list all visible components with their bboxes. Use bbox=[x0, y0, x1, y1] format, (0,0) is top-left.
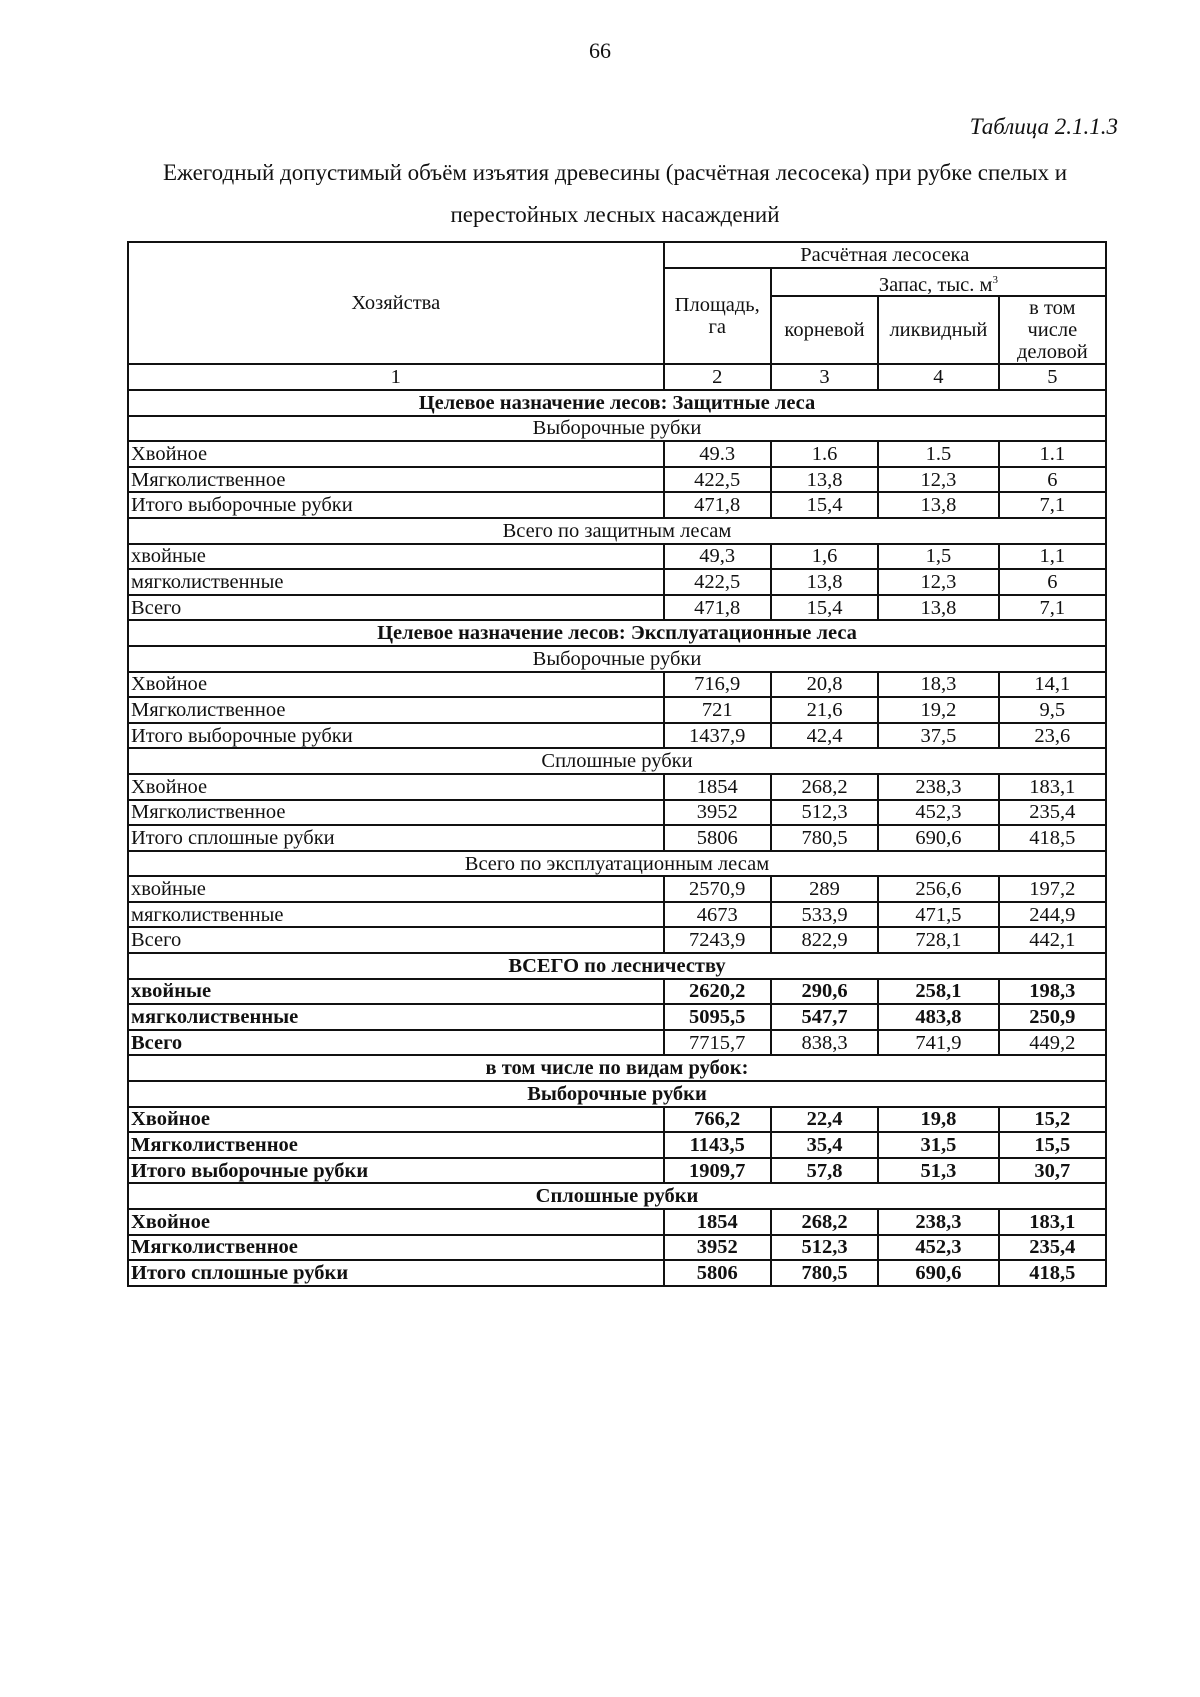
row-value: 256,6 bbox=[878, 876, 998, 902]
header-business bbox=[999, 296, 1106, 364]
subsection-exploitation-total-title: Всего по эксплуатационным лесам bbox=[128, 851, 1106, 877]
row-value: 822,9 bbox=[771, 927, 878, 953]
row-value: 289 bbox=[771, 876, 878, 902]
row-value: 1,6 bbox=[771, 544, 878, 570]
table-row bbox=[128, 1107, 1106, 1133]
table-row bbox=[128, 697, 1106, 723]
row-value: 422,5 bbox=[664, 569, 771, 595]
column-number: 5 bbox=[999, 364, 1106, 390]
row-value: 15,4 bbox=[771, 492, 878, 518]
row-value: 5806 bbox=[664, 1260, 771, 1286]
row-value: 15,2 bbox=[999, 1107, 1106, 1133]
row-label: Итого выборочные рубки bbox=[128, 723, 664, 749]
row-value: 13,8 bbox=[878, 492, 998, 518]
row-value: 7243,9 bbox=[664, 927, 771, 953]
column-number: 2 bbox=[664, 364, 771, 390]
row-value: 30,7 bbox=[999, 1158, 1106, 1184]
row-value: 13,8 bbox=[771, 467, 878, 493]
page-number: 66 bbox=[589, 38, 611, 63]
subsection-protective-total-title: Всего по защитным лесам bbox=[128, 518, 1106, 544]
row-value: 20,8 bbox=[771, 672, 878, 698]
row-value: 258,1 bbox=[878, 979, 998, 1005]
row-value: 1,1 bbox=[999, 544, 1106, 570]
header-business-line1: в том bbox=[1029, 297, 1076, 320]
row-value: 690,6 bbox=[878, 1260, 998, 1286]
section-by-cutting-type-title: в том числе по видам рубок: bbox=[128, 1055, 1106, 1081]
table-row bbox=[128, 1235, 1106, 1261]
header-farms: Хозяйства bbox=[128, 242, 664, 364]
row-value: 690,6 bbox=[878, 825, 998, 851]
row-value: 766,2 bbox=[664, 1107, 771, 1133]
row-value: 49,3 bbox=[664, 544, 771, 570]
row-value: 547,7 bbox=[771, 1004, 878, 1030]
subsection-protective-total bbox=[128, 518, 1106, 544]
row-label: Хвойное bbox=[128, 441, 664, 467]
table-row bbox=[128, 672, 1106, 698]
row-label: хвойные bbox=[128, 876, 664, 902]
row-value: 244,9 bbox=[999, 902, 1106, 928]
row-value: 1437,9 bbox=[664, 723, 771, 749]
row-label: Мягколиственное bbox=[128, 1235, 664, 1261]
row-value: 3952 bbox=[664, 800, 771, 826]
row-value: 741,9 bbox=[878, 1030, 998, 1056]
subsection-exploitation-selective-title: Выборочные рубки bbox=[128, 646, 1106, 672]
row-value: 780,5 bbox=[771, 825, 878, 851]
row-label: Мягколиственное bbox=[128, 1132, 664, 1158]
row-value: 21,6 bbox=[771, 697, 878, 723]
table-row bbox=[128, 1260, 1106, 1286]
row-value: 57,8 bbox=[771, 1158, 878, 1184]
subsection-total-clear-title: Сплошные рубки bbox=[128, 1183, 1106, 1209]
row-value: 13,8 bbox=[878, 595, 998, 621]
row-value: 452,3 bbox=[878, 1235, 998, 1261]
header-stock bbox=[771, 268, 1106, 297]
row-value: 268,2 bbox=[771, 1209, 878, 1235]
row-label: Мягколиственное bbox=[128, 697, 664, 723]
table-row bbox=[128, 1004, 1106, 1030]
column-number: 4 bbox=[878, 364, 998, 390]
row-value: 1.1 bbox=[999, 441, 1106, 467]
row-value: 512,3 bbox=[771, 1235, 878, 1261]
table-body bbox=[128, 390, 1106, 1286]
subsection-protective-selective-title: Выборочные рубки bbox=[128, 416, 1106, 442]
row-value: 13,8 bbox=[771, 569, 878, 595]
row-label: Хвойное bbox=[128, 774, 664, 800]
table-caption: Ежегодный допустимый объём изъятия древесины (расчётная лесосека) при рубке спелых и перестойных лесных насаждений bbox=[162, 160, 1068, 227]
header-stock-unit-sup: 3 bbox=[992, 273, 998, 286]
row-label: Итого выборочные рубки bbox=[128, 492, 664, 518]
row-label: Хвойное bbox=[128, 1209, 664, 1235]
table-row bbox=[128, 544, 1106, 570]
header-area bbox=[664, 268, 771, 365]
row-value: 422,5 bbox=[664, 467, 771, 493]
row-value: 418,5 bbox=[999, 1260, 1106, 1286]
header-business-line2: числе bbox=[1027, 319, 1078, 342]
row-value: 31,5 bbox=[878, 1132, 998, 1158]
section-forestry-total bbox=[128, 953, 1106, 979]
row-value: 6 bbox=[999, 569, 1106, 595]
section-exploitation bbox=[128, 620, 1106, 646]
row-label: мягколиственные bbox=[128, 902, 664, 928]
row-value: 19,8 bbox=[878, 1107, 998, 1133]
section-forestry-total-title: ВСЕГО по лесничеству bbox=[128, 953, 1106, 979]
row-label: Всего bbox=[128, 1030, 664, 1056]
row-value: 449,2 bbox=[999, 1030, 1106, 1056]
row-value: 483,8 bbox=[878, 1004, 998, 1030]
header-liquid: ликвидный bbox=[878, 296, 998, 364]
row-value: 250,9 bbox=[999, 1004, 1106, 1030]
row-label: хвойные bbox=[128, 544, 664, 570]
table-row bbox=[128, 492, 1106, 518]
row-value: 37,5 bbox=[878, 723, 998, 749]
cutting-area-table bbox=[127, 241, 1107, 1287]
table-row bbox=[128, 876, 1106, 902]
row-value: 471,8 bbox=[664, 595, 771, 621]
row-value: 42,4 bbox=[771, 723, 878, 749]
row-value: 290,6 bbox=[771, 979, 878, 1005]
section-protective bbox=[128, 390, 1106, 416]
row-value: 2570,9 bbox=[664, 876, 771, 902]
row-value: 716,9 bbox=[664, 672, 771, 698]
subsection-exploitation-selective bbox=[128, 646, 1106, 672]
row-value: 268,2 bbox=[771, 774, 878, 800]
row-value: 18,3 bbox=[878, 672, 998, 698]
row-label: Хвойное bbox=[128, 1107, 664, 1133]
table-row bbox=[128, 800, 1106, 826]
subsection-total-selective-title: Выборочные рубки bbox=[128, 1081, 1106, 1107]
row-label: Всего bbox=[128, 927, 664, 953]
column-number: 3 bbox=[771, 364, 878, 390]
column-number: 1 bbox=[128, 364, 664, 390]
table-row bbox=[128, 569, 1106, 595]
row-value: 1909,7 bbox=[664, 1158, 771, 1184]
row-label: хвойные bbox=[128, 979, 664, 1005]
row-value: 183,1 bbox=[999, 774, 1106, 800]
table-row bbox=[128, 902, 1106, 928]
row-value: 2620,2 bbox=[664, 979, 771, 1005]
row-value: 1854 bbox=[664, 774, 771, 800]
row-value: 780,5 bbox=[771, 1260, 878, 1286]
row-value: 5806 bbox=[664, 825, 771, 851]
row-value: 7715,7 bbox=[664, 1030, 771, 1056]
row-value: 235,4 bbox=[999, 800, 1106, 826]
row-value: 15,4 bbox=[771, 595, 878, 621]
subsection-exploitation-total bbox=[128, 851, 1106, 877]
table-row bbox=[128, 723, 1106, 749]
column-number-row bbox=[128, 364, 1106, 390]
table-label: Таблица 2.1.1.3 bbox=[969, 114, 1118, 139]
subsection-total-clear bbox=[128, 1183, 1106, 1209]
row-value: 22,4 bbox=[771, 1107, 878, 1133]
row-value: 1854 bbox=[664, 1209, 771, 1235]
row-value: 533,9 bbox=[771, 902, 878, 928]
row-label: Итого сплошные рубки bbox=[128, 1260, 664, 1286]
row-label: Мягколиственное bbox=[128, 800, 664, 826]
row-value: 238,3 bbox=[878, 1209, 998, 1235]
row-value: 183,1 bbox=[999, 1209, 1106, 1235]
header-cutting-area: Расчётная лесосека bbox=[664, 242, 1106, 268]
row-value: 238,3 bbox=[878, 774, 998, 800]
row-value: 9,5 bbox=[999, 697, 1106, 723]
table-row bbox=[128, 774, 1106, 800]
row-label: Итого выборочные рубки bbox=[128, 1158, 664, 1184]
table-row bbox=[128, 1132, 1106, 1158]
table-row bbox=[128, 1209, 1106, 1235]
row-value: 197,2 bbox=[999, 876, 1106, 902]
section-protective-title: Целевое назначение лесов: Защитные леса bbox=[128, 390, 1106, 416]
row-label: Всего bbox=[128, 595, 664, 621]
table-header bbox=[128, 242, 1106, 390]
header-business-line3: деловой bbox=[1016, 341, 1088, 364]
row-value: 6 bbox=[999, 467, 1106, 493]
row-value: 838,3 bbox=[771, 1030, 878, 1056]
row-value: 14,1 bbox=[999, 672, 1106, 698]
row-value: 19,2 bbox=[878, 697, 998, 723]
row-value: 728,1 bbox=[878, 927, 998, 953]
row-label: Хвойное bbox=[128, 672, 664, 698]
header-area-line1: Площадь, bbox=[674, 294, 760, 316]
table-row bbox=[128, 979, 1106, 1005]
row-value: 1,5 bbox=[878, 544, 998, 570]
subsection-protective-selective bbox=[128, 416, 1106, 442]
table-row bbox=[128, 595, 1106, 621]
row-value: 51,3 bbox=[878, 1158, 998, 1184]
row-value: 7,1 bbox=[999, 595, 1106, 621]
header-area-line2: га bbox=[708, 316, 726, 338]
row-value: 198,3 bbox=[999, 979, 1106, 1005]
table-row bbox=[128, 927, 1106, 953]
row-value: 1.6 bbox=[771, 441, 878, 467]
subsection-total-selective bbox=[128, 1081, 1106, 1107]
row-value: 3952 bbox=[664, 1235, 771, 1261]
table-row bbox=[128, 1158, 1106, 1184]
header-root: корневой bbox=[771, 296, 878, 364]
row-value: 7,1 bbox=[999, 492, 1106, 518]
row-value: 1.5 bbox=[878, 441, 998, 467]
row-value: 452,3 bbox=[878, 800, 998, 826]
row-value: 471,8 bbox=[664, 492, 771, 518]
row-value: 4673 bbox=[664, 902, 771, 928]
row-value: 512,3 bbox=[771, 800, 878, 826]
row-value: 12,3 bbox=[878, 467, 998, 493]
section-by-cutting-type bbox=[128, 1055, 1106, 1081]
row-value: 721 bbox=[664, 697, 771, 723]
row-value: 12,3 bbox=[878, 569, 998, 595]
table-row bbox=[128, 441, 1106, 467]
row-value: 442,1 bbox=[999, 927, 1106, 953]
row-label: Итого сплошные рубки bbox=[128, 825, 664, 851]
row-label: мягколиственные bbox=[128, 1004, 664, 1030]
row-value: 15,5 bbox=[999, 1132, 1106, 1158]
row-value: 5095,5 bbox=[664, 1004, 771, 1030]
row-value: 1143,5 bbox=[664, 1132, 771, 1158]
row-value: 35,4 bbox=[771, 1132, 878, 1158]
subsection-exploitation-clear-title: Сплошные рубки bbox=[128, 748, 1106, 774]
table-row bbox=[128, 825, 1106, 851]
row-value: 471,5 bbox=[878, 902, 998, 928]
row-label: Мягколиственное bbox=[128, 467, 664, 493]
header-stock-label: Запас, тыс. м bbox=[878, 273, 993, 296]
section-exploitation-title: Целевое назначение лесов: Эксплуатационные леса bbox=[128, 620, 1106, 646]
row-value: 418,5 bbox=[999, 825, 1106, 851]
row-label: мягколиственные bbox=[128, 569, 664, 595]
row-value: 23,6 bbox=[999, 723, 1106, 749]
subsection-exploitation-clear bbox=[128, 748, 1106, 774]
row-value: 235,4 bbox=[999, 1235, 1106, 1261]
table-row bbox=[128, 1030, 1106, 1056]
table-row bbox=[128, 467, 1106, 493]
row-value: 49.3 bbox=[664, 441, 771, 467]
